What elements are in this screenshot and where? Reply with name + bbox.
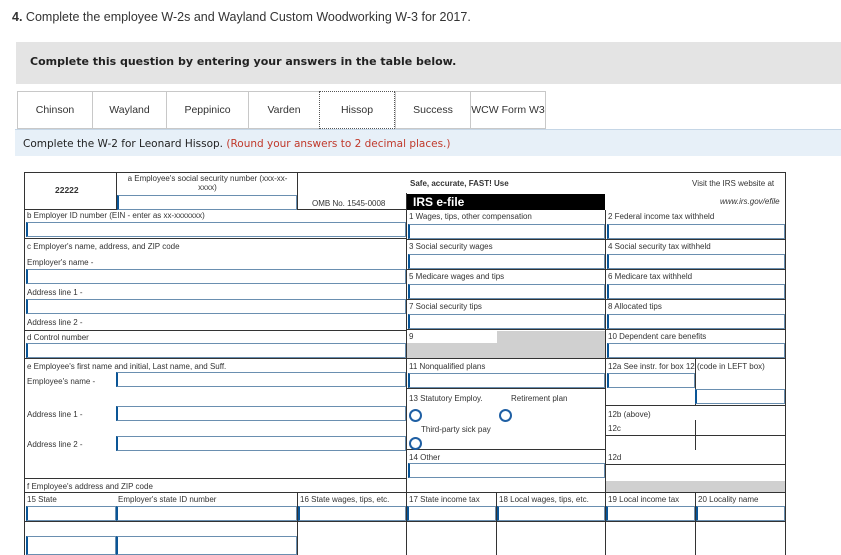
- third-party-sick-pay-radio[interactable]: [409, 437, 422, 450]
- box4-input[interactable]: [607, 254, 785, 269]
- ssn-label: a Employee's social security number (xxx-xx-xxxx): [127, 174, 288, 192]
- visit-irs-text: Visit the IRS website at: [692, 179, 775, 188]
- question-title: 4. Complete the employee W-2s and Wayland Custom Woodworking W-3 for 2017.: [12, 10, 471, 24]
- box15-input-2[interactable]: [26, 536, 116, 555]
- irs-url: www.irs.gov/efile: [720, 197, 780, 206]
- box10-label: 10 Dependent care benefits: [608, 332, 707, 341]
- box5-input[interactable]: [408, 284, 605, 299]
- box12d-gray: [606, 481, 785, 492]
- box17-label: 17 State income tax: [409, 495, 480, 504]
- box15-label: 15 State: [27, 495, 57, 504]
- safe-accurate-text: Safe, accurate, FAST! Use: [410, 179, 509, 188]
- box1-label: 1 Wages, tips, other compensation: [409, 212, 532, 221]
- box-e-label: e Employee's first name and initial, Last name, and Suff.: [27, 362, 227, 371]
- employee-addr2-label: Address line 2 -: [27, 440, 83, 449]
- box12a-label: 12a See instr. for box 12 (code in LEFT box): [608, 362, 765, 371]
- box6-input[interactable]: [607, 284, 785, 299]
- box4-label: 4 Social security tax withheld: [608, 242, 711, 251]
- box12c-label: 12c: [608, 424, 621, 433]
- box-c-label: c Employer's name, address, and ZIP code: [27, 242, 180, 251]
- box14-label: 14 Other: [409, 453, 441, 462]
- box18-label: 18 Local wages, tips, etc.: [499, 495, 589, 504]
- employee-name-label: Employee's name -: [27, 377, 96, 386]
- box20-input[interactable]: [696, 506, 785, 521]
- box20-label: 20 Locality name: [698, 495, 759, 504]
- omb-number: OMB No. 1545-0008: [312, 199, 386, 208]
- box12a-amount-input[interactable]: [695, 389, 785, 404]
- tab-hissop[interactable]: Hissop: [319, 91, 395, 129]
- box-b-label: b Employer ID number (EIN - enter as xx-xxxxxxx): [27, 211, 205, 220]
- box3-input[interactable]: [408, 254, 605, 269]
- box12a-code-input[interactable]: [607, 373, 695, 388]
- box15-input[interactable]: [26, 506, 116, 521]
- box9-gray: [407, 343, 605, 358]
- employee-addr2-input[interactable]: [116, 436, 406, 451]
- box9-label: 9: [409, 332, 414, 341]
- ssn-input[interactable]: [117, 195, 297, 210]
- box16-label: 16 State wages, tips, etc.: [300, 495, 390, 504]
- control-number-input[interactable]: [26, 343, 406, 358]
- tab-varden[interactable]: Varden: [248, 91, 319, 129]
- box6-label: 6 Medicare tax withheld: [608, 272, 693, 281]
- employer-name-input[interactable]: [26, 269, 406, 284]
- state-id-input-2[interactable]: [116, 536, 297, 555]
- employee-name-input[interactable]: [116, 372, 406, 387]
- statutory-employee-radio[interactable]: [409, 409, 422, 422]
- employer-addr2-label: Address line 2 -: [27, 318, 83, 327]
- box7-label: 7 Social security tips: [409, 302, 482, 311]
- box2-label: 2 Federal income tax withheld: [608, 212, 715, 221]
- tab-peppinico[interactable]: Peppinico: [166, 91, 248, 129]
- instruction-bar: Complete the W-2 for Leonard Hissop. (Round your answers to 2 decimal places.): [15, 129, 841, 156]
- box12b-label: 12b (above): [608, 410, 651, 419]
- tab-chinson[interactable]: Chinson: [17, 91, 92, 129]
- box1-input[interactable]: [408, 224, 605, 239]
- box8-label: 8 Allocated tips: [608, 302, 662, 311]
- box2-input[interactable]: [607, 224, 785, 239]
- tab-wayland[interactable]: Wayland: [92, 91, 166, 129]
- box-f-label: f Employee's address and ZIP code: [27, 482, 153, 491]
- state-id-label: Employer's state ID number: [118, 495, 217, 504]
- box9-shade: [497, 331, 605, 343]
- box11-input[interactable]: [408, 373, 605, 388]
- state-id-input[interactable]: [116, 506, 297, 521]
- box18-input[interactable]: [497, 506, 605, 521]
- form-code: 22222: [55, 185, 79, 195]
- box3-label: 3 Social security wages: [409, 242, 493, 251]
- tab-wcw-form-w3[interactable]: WCW Form W3: [470, 91, 546, 129]
- box-d-label: d Control number: [27, 333, 89, 342]
- box14-input[interactable]: [408, 463, 605, 478]
- box17-input[interactable]: [407, 506, 496, 521]
- ein-input[interactable]: [26, 222, 406, 237]
- box7-input[interactable]: [408, 314, 605, 329]
- box19-label: 19 Local income tax: [608, 495, 680, 504]
- tab-bar: [17, 91, 546, 129]
- box8-input[interactable]: [607, 314, 785, 329]
- employer-addr1-label: Address line 1 -: [27, 288, 83, 297]
- employer-addr1-input[interactable]: [26, 299, 406, 314]
- employee-addr1-label: Address line 1 -: [27, 410, 83, 419]
- box12d-label: 12d: [608, 453, 622, 462]
- box16-input[interactable]: [298, 506, 406, 521]
- employee-addr1-input[interactable]: [116, 406, 406, 421]
- tab-success[interactable]: Success: [395, 91, 470, 129]
- box13-label: 13 Statutory Employ.: [409, 394, 483, 403]
- box19-input[interactable]: [606, 506, 695, 521]
- retirement-plan-radio[interactable]: [499, 409, 512, 422]
- retirement-plan-label: Retirement plan: [511, 394, 568, 403]
- box5-label: 5 Medicare wages and tips: [409, 272, 505, 281]
- employer-name-label: Employer's name -: [27, 258, 94, 267]
- irs-efile-logo: IRS e-file: [407, 194, 605, 210]
- instruction-banner: Complete this question by entering your answers in the table below.: [16, 42, 841, 84]
- box11-label: 11 Nonqualified plans: [409, 362, 486, 371]
- third-party-sick-pay-label: Third-party sick pay: [421, 425, 491, 434]
- box10-input[interactable]: [607, 343, 785, 358]
